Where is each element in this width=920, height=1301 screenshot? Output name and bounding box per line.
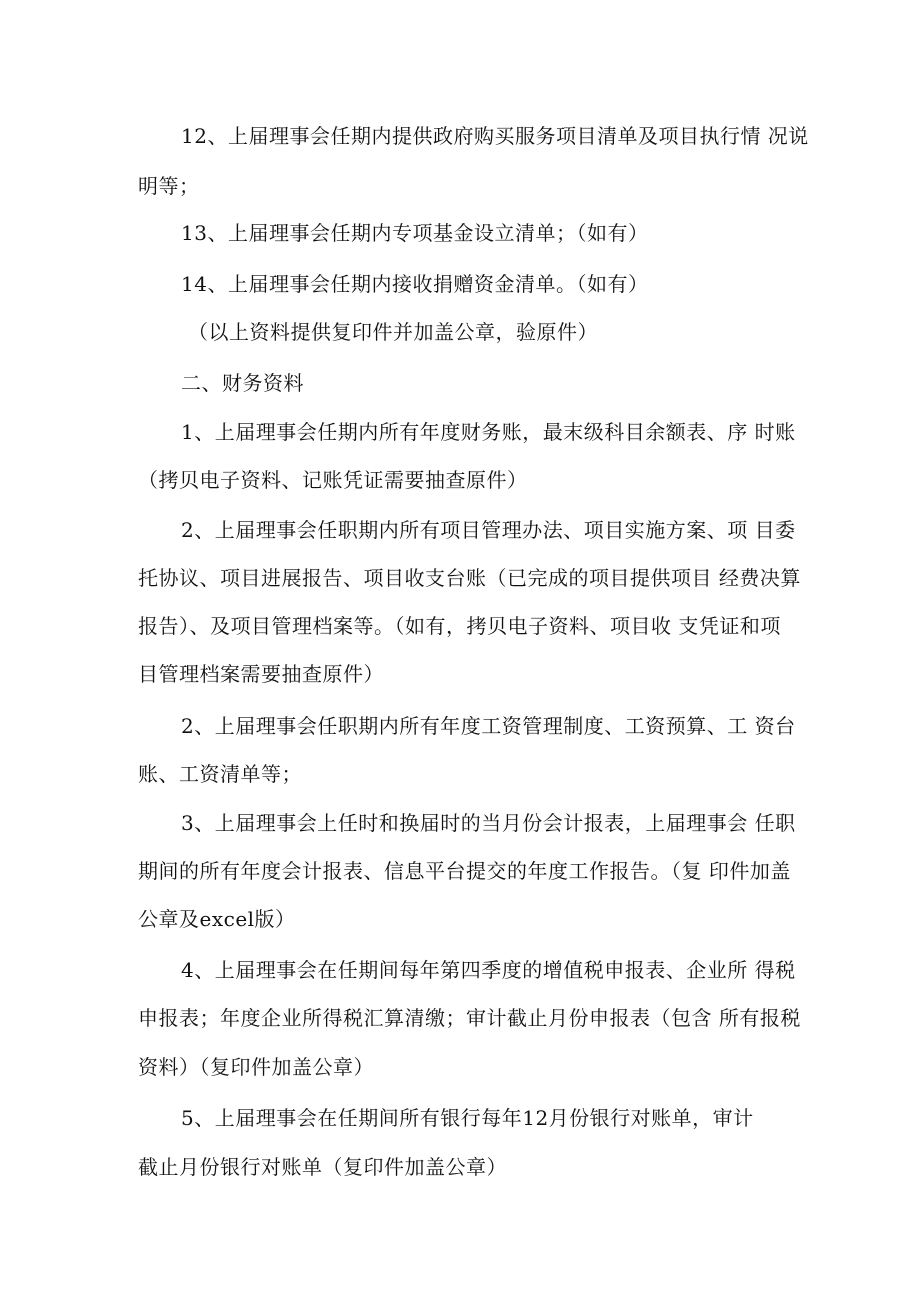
- text-line-fin-2-c: 报告）、及项目管理档案等。（如有，拷贝电子资料、项目收 支凭证和项: [138, 614, 781, 638]
- text-line-fin-2-a: 2、上届理事会任职期内所有项目管理办法、项目实施方案、项 目委: [181, 518, 796, 542]
- text-line-item-12-b: 明等；: [138, 174, 200, 198]
- text-line-item-13: 13、上届理事会任期内专项基金设立清单；（如有）: [181, 221, 649, 245]
- text-line-fin-2b-b: 账、工资清单等；: [138, 762, 302, 786]
- text-line-item-12-a: 12、上届理事会任期内提供政府购买服务项目清单及项目执行情 况说: [181, 124, 809, 148]
- text-line-fin-3-b: 期间的所有年度会计报表、信息平台提交的年度工作报告。（复 印件加盖: [138, 859, 791, 883]
- text-line-fin-3-c: 公章及excel版）: [138, 907, 296, 931]
- text-line-fin-2-b: 托协议、项目进展报告、项目收支台账（已完成的项目提供项目 经费决算: [138, 566, 801, 590]
- text-line-fin-4-b: 申报表；年度企业所得税汇算清缴；审计截止月份申报表（包含 所有报税: [138, 1006, 801, 1030]
- text-line-fin-2-d: 目管理档案需要抽查原件）: [138, 662, 384, 686]
- text-line-fin-1-a: 1、上届理事会任期内所有年度财务账，最末级科目余额表、序 时账: [181, 420, 796, 444]
- text-line-fin-4-c: 资料）（复印件加盖公章）: [138, 1055, 374, 1079]
- text-line-item-14: 14、上届理事会任期内接收捐赠资金清单。（如有）: [181, 272, 649, 296]
- section-heading-finance: 二、财务资料: [181, 371, 304, 395]
- text-line-fin-4-a: 4、上届理事会在任期间每年第四季度的增值税申报表、企业所 得税: [181, 958, 796, 982]
- text-line-fin-3-a: 3、上届理事会上任时和换届时的当月份会计报表，上届理事会 任职: [181, 811, 796, 835]
- text-line-fin-5-a: 5、上届理事会在任期间所有银行每年12月份银行对账单，审计: [181, 1106, 754, 1130]
- text-line-fin-2b-a: 2、上届理事会任职期内所有年度工资管理制度、工资预算、工 资台: [181, 714, 796, 738]
- text-line-note: （以上资料提供复印件并加盖公章，验原件）: [188, 320, 598, 344]
- text-line-fin-5-b: 截止月份银行对账单（复印件加盖公章）: [138, 1155, 507, 1179]
- text-line-fin-1-b: （拷贝电子资料、记账凭证需要抽查原件）: [138, 468, 528, 492]
